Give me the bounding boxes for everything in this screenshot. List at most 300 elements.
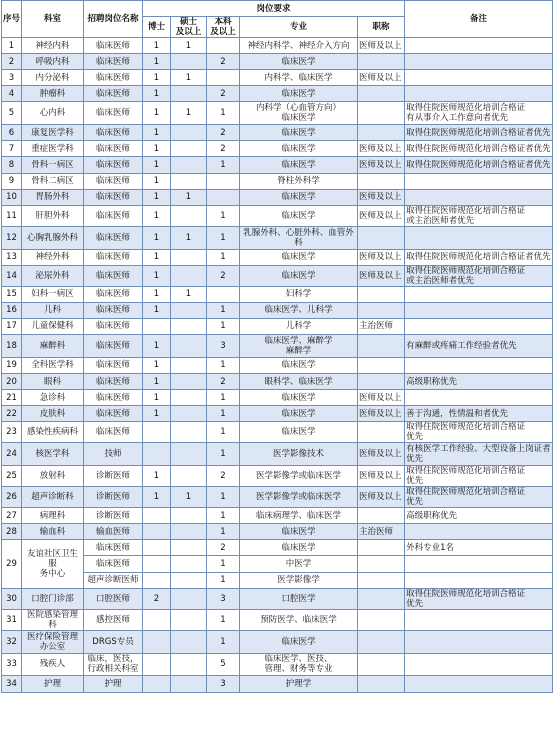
cell-master bbox=[171, 540, 207, 556]
cell-position: 诊断医师 bbox=[84, 487, 143, 508]
cell-phd bbox=[143, 540, 171, 556]
cell-phd: 1 bbox=[143, 406, 171, 422]
cell-dept: 眼科 bbox=[22, 373, 84, 389]
cell-position: 输血医师 bbox=[84, 524, 143, 540]
cell-bachelor: 1 bbox=[207, 508, 240, 524]
cell-major: 临床病理学、临床医学 bbox=[240, 508, 358, 524]
cell-dept: 医院感染管理科 bbox=[22, 609, 84, 630]
table-row bbox=[2, 540, 553, 556]
cell-major: 中医学 bbox=[240, 556, 358, 572]
cell-master bbox=[171, 157, 207, 173]
cell-master: 1 bbox=[171, 226, 207, 249]
cell-bachelor bbox=[207, 286, 240, 302]
cell-dept: 心内科 bbox=[22, 102, 84, 125]
cell-title bbox=[358, 588, 405, 609]
cell-title: 医师及以上 bbox=[358, 70, 405, 86]
cell-bachelor: 3 bbox=[207, 335, 240, 358]
cell-master bbox=[171, 653, 207, 676]
table-row bbox=[2, 286, 553, 302]
cell-phd: 1 bbox=[143, 335, 171, 358]
cell-seq: 16 bbox=[2, 302, 22, 318]
cell-position: 口腔医师 bbox=[84, 588, 143, 609]
cell-title: 医师及以上 bbox=[358, 487, 405, 508]
cell-phd: 1 bbox=[143, 205, 171, 226]
cell-dept: 重症医学科 bbox=[22, 141, 84, 157]
cell-dept: 妇科一病区 bbox=[22, 286, 84, 302]
cell-master: 1 bbox=[171, 102, 207, 125]
cell-position: 临床医师 bbox=[84, 286, 143, 302]
header-major: 专业 bbox=[240, 17, 358, 38]
cell-position: 临床，医技， 行政相关科室 bbox=[84, 653, 143, 676]
cell-major: 临床医学 bbox=[240, 524, 358, 540]
cell-position: 临床医师 bbox=[84, 173, 143, 189]
cell-bachelor: 2 bbox=[207, 540, 240, 556]
cell-seq: 26 bbox=[2, 487, 22, 508]
cell-seq: 20 bbox=[2, 373, 22, 389]
header-dept: 科室 bbox=[22, 1, 84, 38]
cell-title bbox=[358, 630, 405, 653]
cell-major: 医学影像学或临床医学 bbox=[240, 466, 358, 487]
cell-position: 临床医师 bbox=[84, 302, 143, 318]
cell-dept: 核医学科 bbox=[22, 443, 84, 466]
cell-seq: 6 bbox=[2, 125, 22, 141]
cell-bachelor: 2 bbox=[207, 373, 240, 389]
cell-major: 医学影像技术 bbox=[240, 443, 358, 466]
cell-bachelor: 2 bbox=[207, 125, 240, 141]
cell-remark bbox=[405, 70, 553, 86]
cell-major: 内科学（心血管方向） 临床医学 bbox=[240, 102, 358, 125]
cell-phd: 1 bbox=[143, 125, 171, 141]
table-row bbox=[2, 524, 553, 540]
cell-master bbox=[171, 676, 207, 692]
cell-bachelor: 1 bbox=[207, 422, 240, 443]
cell-position: 临床医师 bbox=[84, 38, 143, 54]
cell-dept: 病理科 bbox=[22, 508, 84, 524]
cell-bachelor bbox=[207, 38, 240, 54]
cell-dept: 心胸乳腺外科 bbox=[22, 226, 84, 249]
cell-phd bbox=[143, 572, 171, 588]
cell-bachelor: 2 bbox=[207, 54, 240, 70]
cell-dept: 骨科二病区 bbox=[22, 173, 84, 189]
header-title: 职称 bbox=[358, 17, 405, 38]
table-row bbox=[2, 676, 553, 692]
header-remark: 备注 bbox=[405, 1, 553, 38]
cell-dept: 肿瘤科 bbox=[22, 86, 84, 102]
cell-title: 医师及以上 bbox=[358, 265, 405, 286]
cell-major: 临床医学 bbox=[240, 357, 358, 373]
table-row bbox=[2, 609, 553, 630]
cell-phd bbox=[143, 556, 171, 572]
cell-major: 妇科学 bbox=[240, 286, 358, 302]
cell-master bbox=[171, 302, 207, 318]
cell-remark: 取得住院医师规范化培训合格证 或主治医师者优先 bbox=[405, 205, 553, 226]
cell-master bbox=[171, 265, 207, 286]
header-master: 硕士 及以上 bbox=[171, 17, 207, 38]
cell-title bbox=[358, 572, 405, 588]
cell-position: 诊断医师 bbox=[84, 508, 143, 524]
cell-dept: 肝胆外科 bbox=[22, 205, 84, 226]
cell-master: 1 bbox=[171, 38, 207, 54]
cell-bachelor: 1 bbox=[207, 572, 240, 588]
cell-master bbox=[171, 357, 207, 373]
header-position: 招聘岗位名称 bbox=[84, 1, 143, 38]
cell-major: 临床医学 bbox=[240, 54, 358, 70]
table-row bbox=[2, 588, 553, 609]
cell-dept: 儿科 bbox=[22, 302, 84, 318]
cell-master bbox=[171, 54, 207, 70]
cell-dept: 感染性疾病科 bbox=[22, 422, 84, 443]
table-row bbox=[2, 54, 553, 70]
cell-title bbox=[358, 286, 405, 302]
table-row bbox=[2, 357, 553, 373]
table-row bbox=[2, 125, 553, 141]
table-row bbox=[2, 249, 553, 265]
cell-phd: 1 bbox=[143, 102, 171, 125]
cell-phd: 1 bbox=[143, 390, 171, 406]
cell-title: 医师及以上 bbox=[358, 406, 405, 422]
cell-phd bbox=[143, 630, 171, 653]
cell-seq: 11 bbox=[2, 205, 22, 226]
table-body bbox=[2, 38, 553, 693]
cell-title bbox=[358, 86, 405, 102]
cell-major: 临床医学 bbox=[240, 249, 358, 265]
cell-phd: 1 bbox=[143, 265, 171, 286]
cell-major: 临床医学 bbox=[240, 422, 358, 443]
cell-remark: 高级职称优先 bbox=[405, 373, 553, 389]
cell-phd: 1 bbox=[143, 286, 171, 302]
cell-dept: 护理 bbox=[22, 676, 84, 692]
cell-title bbox=[358, 173, 405, 189]
cell-master bbox=[171, 630, 207, 653]
cell-title bbox=[358, 653, 405, 676]
cell-position: 临床医师 bbox=[84, 205, 143, 226]
cell-remark: 取得住院医师规范化培训合格证者优先 bbox=[405, 125, 553, 141]
cell-title bbox=[358, 302, 405, 318]
cell-title bbox=[358, 335, 405, 358]
cell-master bbox=[171, 572, 207, 588]
cell-bachelor: 1 bbox=[207, 406, 240, 422]
cell-master bbox=[171, 390, 207, 406]
cell-master bbox=[171, 556, 207, 572]
cell-seq: 7 bbox=[2, 141, 22, 157]
cell-title bbox=[358, 54, 405, 70]
cell-position: 临床医师 bbox=[84, 70, 143, 86]
table-row bbox=[2, 173, 553, 189]
table-row bbox=[2, 70, 553, 86]
cell-dept: 呼吸内科 bbox=[22, 54, 84, 70]
cell-remark: 高级职称优先 bbox=[405, 508, 553, 524]
cell-dept: 残疾人 bbox=[22, 653, 84, 676]
cell-major: 医学影像学 bbox=[240, 572, 358, 588]
cell-position: 临床医师 bbox=[84, 54, 143, 70]
cell-remark: 取得住院医师规范化培训合格证者优先 bbox=[405, 157, 553, 173]
table-row bbox=[2, 38, 553, 54]
header-bachelor: 本科 及以上 bbox=[207, 17, 240, 38]
cell-title: 医师及以上 bbox=[358, 390, 405, 406]
cell-dept: 全科医学科 bbox=[22, 357, 84, 373]
cell-bachelor: 1 bbox=[207, 318, 240, 334]
cell-seq: 2 bbox=[2, 54, 22, 70]
cell-remark: 取得住院医师规范化培训合格证 优先 bbox=[405, 487, 553, 508]
cell-dept: 麻醉科 bbox=[22, 335, 84, 358]
cell-major: 临床医学 bbox=[240, 125, 358, 141]
cell-title bbox=[358, 373, 405, 389]
cell-title: 医师及以上 bbox=[358, 443, 405, 466]
cell-dept: 骨科一病区 bbox=[22, 157, 84, 173]
cell-remark bbox=[405, 609, 553, 630]
cell-dept: 急诊科 bbox=[22, 390, 84, 406]
cell-remark bbox=[405, 226, 553, 249]
cell-position: 临床医师 bbox=[84, 556, 143, 572]
cell-remark bbox=[405, 524, 553, 540]
cell-remark: 取得住院医师规范化培训合格证 有从事介入工作意向者优先 bbox=[405, 102, 553, 125]
cell-master bbox=[171, 86, 207, 102]
cell-dept: 内分泌科 bbox=[22, 70, 84, 86]
cell-position: 临床医师 bbox=[84, 335, 143, 358]
cell-position: 临床医师 bbox=[84, 226, 143, 249]
cell-seq: 3 bbox=[2, 70, 22, 86]
cell-phd bbox=[143, 508, 171, 524]
cell-master bbox=[171, 373, 207, 389]
cell-major: 神经内科学、神经介入方向 bbox=[240, 38, 358, 54]
table-sub-row bbox=[2, 556, 553, 572]
cell-bachelor: 2 bbox=[207, 141, 240, 157]
cell-bachelor bbox=[207, 189, 240, 205]
table-row bbox=[2, 189, 553, 205]
cell-title bbox=[358, 102, 405, 125]
cell-major: 眼科学、临床医学 bbox=[240, 373, 358, 389]
cell-major: 临床医学 bbox=[240, 189, 358, 205]
header-requirement-group: 岗位要求 bbox=[143, 1, 405, 17]
cell-dept: 超声诊断科 bbox=[22, 487, 84, 508]
cell-title bbox=[358, 540, 405, 556]
cell-dept: 输血科 bbox=[22, 524, 84, 540]
cell-major: 临床医学 bbox=[240, 205, 358, 226]
cell-master bbox=[171, 318, 207, 334]
cell-master: 1 bbox=[171, 70, 207, 86]
cell-phd bbox=[143, 676, 171, 692]
table-row bbox=[2, 466, 553, 487]
cell-master bbox=[171, 335, 207, 358]
cell-seq: 24 bbox=[2, 443, 22, 466]
cell-master bbox=[171, 443, 207, 466]
table-row bbox=[2, 141, 553, 157]
cell-position: 临床医师 bbox=[84, 102, 143, 125]
cell-bachelor: 1 bbox=[207, 390, 240, 406]
cell-bachelor: 2 bbox=[207, 86, 240, 102]
cell-phd: 1 bbox=[143, 54, 171, 70]
cell-position: 临床医师 bbox=[84, 373, 143, 389]
cell-bachelor: 1 bbox=[207, 357, 240, 373]
cell-seq: 30 bbox=[2, 588, 22, 609]
cell-title bbox=[358, 357, 405, 373]
cell-bachelor: 1 bbox=[207, 157, 240, 173]
cell-position: 临床医师 bbox=[84, 157, 143, 173]
cell-remark bbox=[405, 318, 553, 334]
cell-position: 临床医师 bbox=[84, 141, 143, 157]
cell-position: 技师 bbox=[84, 443, 143, 466]
cell-dept: 神经内科 bbox=[22, 38, 84, 54]
cell-remark bbox=[405, 189, 553, 205]
cell-bachelor: 1 bbox=[207, 630, 240, 653]
cell-bachelor: 1 bbox=[207, 524, 240, 540]
table-row bbox=[2, 86, 553, 102]
table-row bbox=[2, 373, 553, 389]
table-row bbox=[2, 157, 553, 173]
cell-remark: 取得住院医师规范化培训合格证 优先 bbox=[405, 588, 553, 609]
cell-title bbox=[358, 609, 405, 630]
cell-position: 临床医师 bbox=[84, 390, 143, 406]
cell-phd: 1 bbox=[143, 86, 171, 102]
cell-seq: 15 bbox=[2, 286, 22, 302]
cell-master bbox=[171, 173, 207, 189]
header-seq: 序号 bbox=[2, 1, 22, 38]
table-row bbox=[2, 102, 553, 125]
table-row bbox=[2, 422, 553, 443]
cell-phd bbox=[143, 318, 171, 334]
cell-seq: 18 bbox=[2, 335, 22, 358]
cell-phd bbox=[143, 653, 171, 676]
cell-title bbox=[358, 676, 405, 692]
cell-bachelor bbox=[207, 173, 240, 189]
cell-major: 临床医学 bbox=[240, 265, 358, 286]
table-row bbox=[2, 443, 553, 466]
cell-remark: 有核医学工作经验、大型设备上岗证者 优先 bbox=[406, 444, 551, 465]
cell-seq: 32 bbox=[2, 630, 22, 653]
cell-phd bbox=[143, 443, 171, 466]
cell-seq: 4 bbox=[2, 86, 22, 102]
cell-major: 临床医学、儿科学 bbox=[240, 302, 358, 318]
cell-remark bbox=[405, 286, 553, 302]
table-row bbox=[2, 653, 553, 676]
cell-title: 医师及以上 bbox=[358, 141, 405, 157]
cell-seq: 13 bbox=[2, 249, 22, 265]
cell-seq: 23 bbox=[2, 422, 22, 443]
cell-seq: 17 bbox=[2, 318, 22, 334]
cell-master bbox=[171, 609, 207, 630]
cell-major: 临床医学、医技、 管理、财务等专业 bbox=[240, 653, 358, 676]
cell-dept: 康复医学科 bbox=[22, 125, 84, 141]
cell-title: 医师及以上 bbox=[358, 205, 405, 226]
cell-master bbox=[171, 466, 207, 487]
cell-seq: 27 bbox=[2, 508, 22, 524]
cell-seq: 29 bbox=[2, 540, 22, 588]
cell-seq: 12 bbox=[2, 226, 22, 249]
cell-seq: 14 bbox=[2, 265, 22, 286]
cell-position: 临床医师 bbox=[84, 406, 143, 422]
cell-master: 1 bbox=[171, 487, 207, 508]
cell-bachelor: 3 bbox=[207, 676, 240, 692]
cell-major: 临床医学 bbox=[240, 406, 358, 422]
cell-master: 1 bbox=[171, 189, 207, 205]
cell-bachelor: 2 bbox=[207, 466, 240, 487]
cell-phd: 1 bbox=[143, 373, 171, 389]
cell-remark bbox=[405, 54, 553, 70]
cell-remark bbox=[405, 630, 553, 653]
cell-position: 临床医师 bbox=[84, 249, 143, 265]
cell-title: 医师及以上 bbox=[358, 157, 405, 173]
cell-major: 临床医学 bbox=[240, 390, 358, 406]
cell-position: 临床医师 bbox=[84, 422, 143, 443]
cell-phd: 1 bbox=[143, 357, 171, 373]
table-row bbox=[2, 630, 553, 653]
cell-seq: 10 bbox=[2, 189, 22, 205]
cell-major: 医学影像学或临床医学 bbox=[240, 487, 358, 508]
cell-major: 护理学 bbox=[240, 676, 358, 692]
cell-bachelor: 2 bbox=[207, 265, 240, 286]
cell-remark bbox=[405, 390, 553, 406]
table-row bbox=[2, 265, 553, 286]
cell-dept: 泌尿外科 bbox=[22, 265, 84, 286]
cell-master bbox=[171, 141, 207, 157]
cell-bachelor: 5 bbox=[207, 653, 240, 676]
cell-seq: 19 bbox=[2, 357, 22, 373]
cell-bachelor: 1 bbox=[207, 302, 240, 318]
cell-phd: 1 bbox=[143, 487, 171, 508]
cell-position: 感控医师 bbox=[84, 609, 143, 630]
cell-seq: 21 bbox=[2, 390, 22, 406]
table-row bbox=[2, 335, 553, 358]
cell-phd: 1 bbox=[143, 302, 171, 318]
cell-title bbox=[358, 556, 405, 572]
cell-phd: 1 bbox=[143, 157, 171, 173]
table-row bbox=[2, 390, 553, 406]
cell-remark: 外科专业1名 bbox=[405, 540, 553, 556]
cell-remark bbox=[405, 572, 553, 588]
cell-dept: 口腔门诊部 bbox=[22, 588, 84, 609]
table-row bbox=[2, 487, 553, 508]
cell-phd: 1 bbox=[143, 226, 171, 249]
cell-dept: 医疗保险管理 办公室 bbox=[22, 630, 84, 653]
cell-title: 主治医师 bbox=[358, 524, 405, 540]
cell-remark: 有麻醉或疼痛工作经验者优先 bbox=[405, 335, 553, 358]
cell-bachelor: 3 bbox=[207, 588, 240, 609]
cell-seq: 8 bbox=[2, 157, 22, 173]
cell-position: 超声诊断医师 bbox=[84, 572, 143, 588]
cell-seq: 5 bbox=[2, 102, 22, 125]
cell-bachelor: 1 bbox=[207, 205, 240, 226]
table-row bbox=[2, 226, 553, 249]
cell-title bbox=[358, 125, 405, 141]
cell-phd: 1 bbox=[143, 173, 171, 189]
cell-major: 临床医学 bbox=[240, 86, 358, 102]
cell-title bbox=[358, 508, 405, 524]
cell-phd bbox=[143, 609, 171, 630]
cell-master bbox=[171, 508, 207, 524]
cell-remark bbox=[405, 357, 553, 373]
cell-phd: 1 bbox=[143, 141, 171, 157]
cell-remark bbox=[405, 38, 553, 54]
table-row bbox=[2, 406, 553, 422]
header-phd: 博士 bbox=[143, 17, 171, 38]
cell-major: 临床医学 bbox=[240, 157, 358, 173]
cell-major: 脊柱外科学 bbox=[240, 173, 358, 189]
cell-dept: 儿童保健科 bbox=[22, 318, 84, 334]
table-sub-row bbox=[2, 572, 553, 588]
cell-title: 医师及以上 bbox=[358, 466, 405, 487]
cell-seq: 1 bbox=[2, 38, 22, 54]
cell-master: 1 bbox=[171, 286, 207, 302]
cell-remark bbox=[405, 676, 553, 692]
cell-phd bbox=[143, 422, 171, 443]
cell-master bbox=[171, 125, 207, 141]
cell-title: 医师及以上 bbox=[358, 38, 405, 54]
cell-dept: 皮肤科 bbox=[22, 406, 84, 422]
cell-remark bbox=[405, 302, 553, 318]
cell-major: 临床医学、麻醉学 麻醉学 bbox=[240, 335, 358, 358]
cell-seq: 9 bbox=[2, 173, 22, 189]
cell-seq: 34 bbox=[2, 676, 22, 692]
